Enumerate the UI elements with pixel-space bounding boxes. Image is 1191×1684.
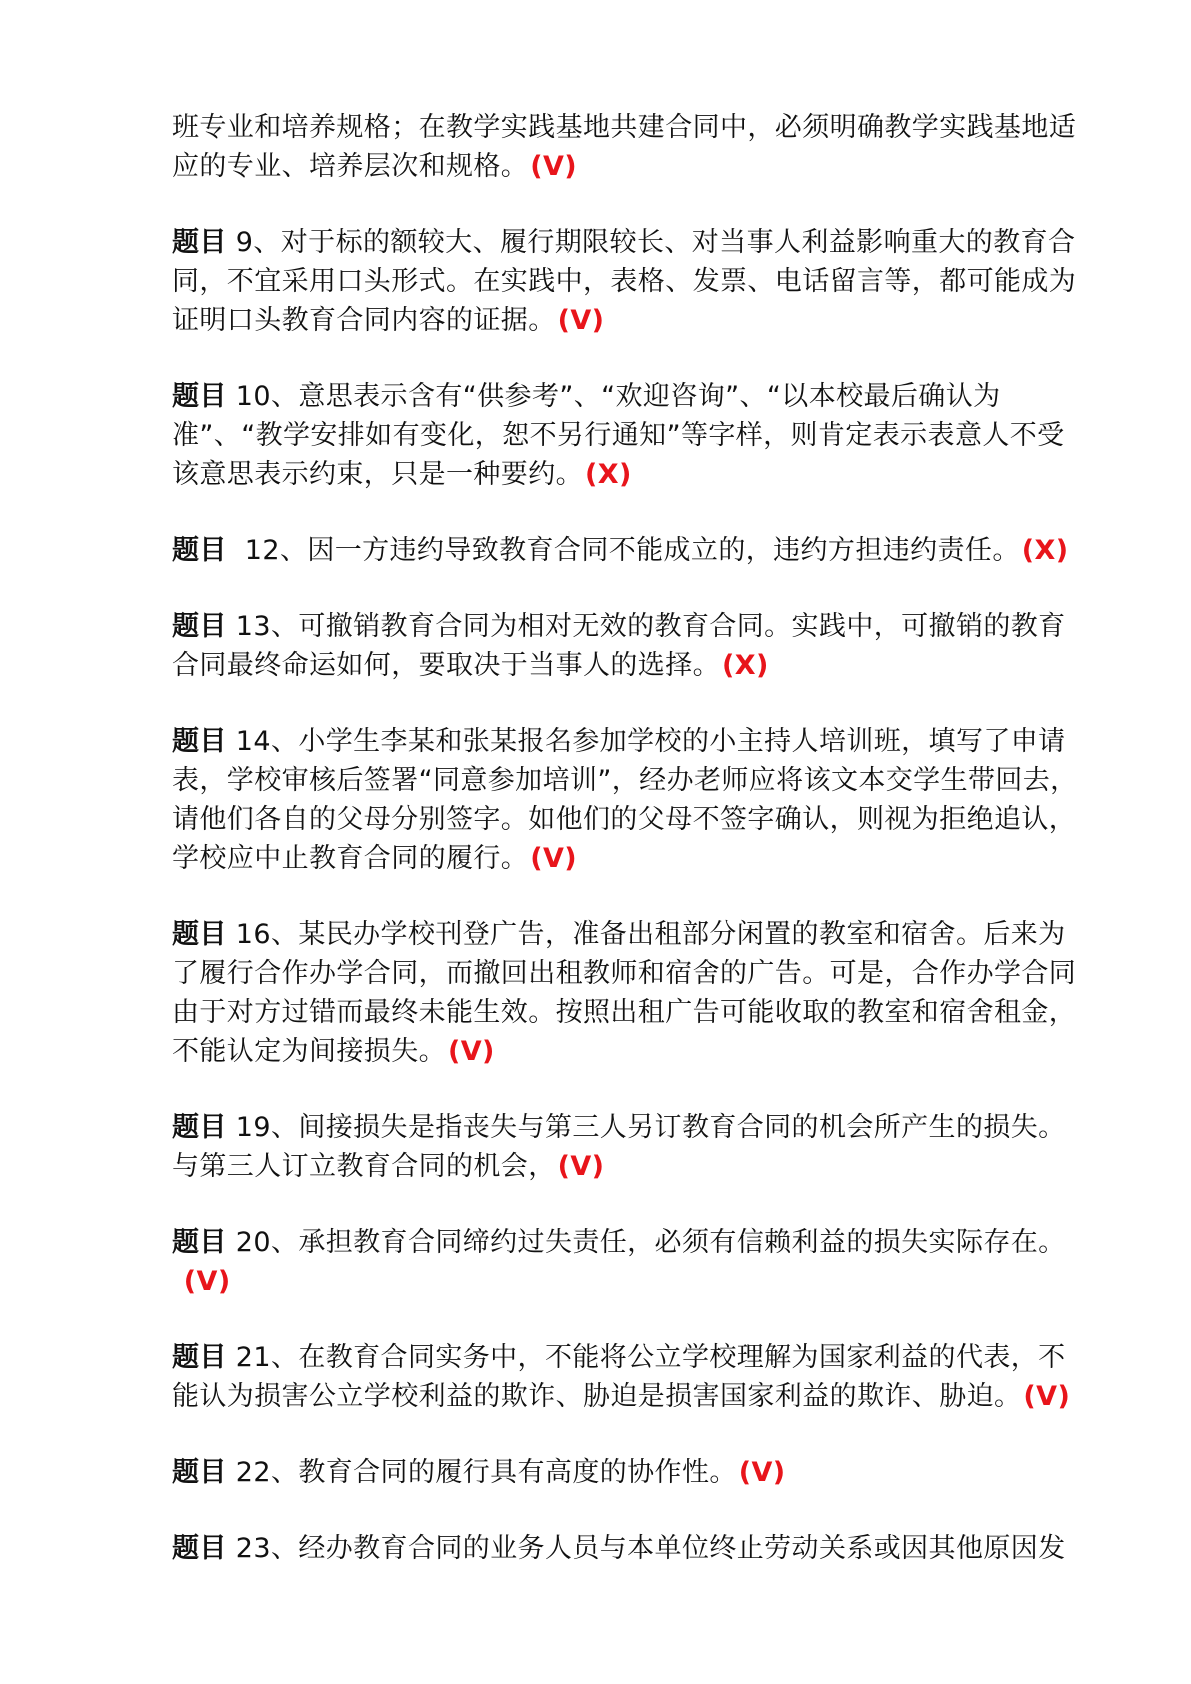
answer-mark: (V)	[530, 843, 577, 874]
question-paragraph-12	[172, 531, 1087, 570]
question-text: 、因一方违约导致教育合同不能成立的，违约方担违约责任。	[279, 535, 1020, 566]
question-label: 题目	[172, 726, 227, 757]
question-text: 、某民办学校刊登广告，准备出租部分闲置的教室和宿舍。后来为了履行合作办学合同，而撤回出租教师和宿舍的广告。可是，合作办学合同由于对方过错而最终未能生效。按照出租广告可能收取的教室和宿舍租金，不能认定为间接损失。	[172, 919, 1077, 1067]
question-text: 、承担教育合同缔约过失责任，必须有信赖利益的损失实际存在。	[270, 1227, 1066, 1258]
question-paragraph-21	[172, 1338, 1087, 1416]
answer-mark: (X)	[585, 459, 632, 490]
question-text: 班专业和培养规格；在教学实践基地共建合同中，必须明确教学实践基地适应的专业、培养层次和规格。	[172, 112, 1077, 182]
question-paragraph-13	[172, 607, 1087, 685]
answer-mark: (V)	[557, 1151, 605, 1182]
question-paragraph-22	[172, 1453, 1087, 1492]
question-number: 20	[226, 1227, 271, 1258]
question-number: 21	[226, 1342, 271, 1373]
question-number: 22	[226, 1457, 271, 1488]
answer-mark: (V)	[174, 1266, 231, 1297]
question-text: 、对于标的额较大、履行期限较长、对当事人利益影响重大的教育合同，不宜采用口头形式。在实践中，表格、发票、电话留言等，都可能成为证明口头教育合同内容的证据。	[172, 227, 1077, 336]
question-label: 题目	[172, 227, 227, 258]
question-paragraph-19	[172, 1108, 1087, 1186]
document-content	[172, 108, 1087, 1605]
question-paragraph-10	[172, 377, 1087, 494]
question-number: 14	[226, 726, 271, 757]
question-text: 、间接损失是指丧失与第三人另订教育合同的机会所产生的损失。与第三人订立教育合同的机会，	[172, 1112, 1066, 1182]
answer-mark: (X)	[1021, 535, 1069, 566]
question-label: 题目	[172, 1342, 227, 1373]
question-number: 12	[226, 535, 280, 566]
question-number: 10	[226, 381, 271, 412]
question-paragraph-20	[172, 1223, 1087, 1301]
question-label: 题目	[172, 1457, 227, 1488]
answer-mark: (X)	[722, 650, 769, 681]
question-label: 题目	[172, 535, 227, 566]
question-paragraph-16	[172, 915, 1087, 1071]
question-label: 题目	[172, 919, 227, 950]
answer-mark: (V)	[448, 1036, 495, 1067]
question-label: 题目	[172, 1227, 227, 1258]
question-label: 题目	[172, 1533, 227, 1564]
question-number: 16	[226, 919, 271, 950]
question-text: 、小学生李某和张某报名参加学校的小主持人培训班，填写了申请表，学校审核后签署“同意参加培训”，经办老师应将该文本交学生带回去，请他们各自的父母分别签字。如他们的父母不签字确认，则视为拒绝追认，学校应中止教育合同的履行。	[172, 726, 1078, 874]
question-text: 、教育合同的履行具有高度的协作性。	[270, 1457, 737, 1488]
question-text: 、在教育合同实务中，不能将公立学校理解为国家利益的代表，不能认为损害公立学校利益的欺诈、胁迫是损害国家利益的欺诈、胁迫。	[172, 1342, 1066, 1412]
question-number: 9	[226, 227, 254, 258]
question-number: 19	[226, 1112, 271, 1143]
answer-mark: (V)	[738, 1457, 786, 1488]
answer-mark: (V)	[557, 305, 605, 336]
question-text: 、可撤销教育合同为相对无效的教育合同。实践中，可撤销的教育合同最终命运如何，要取决于当事人的选择。	[172, 611, 1066, 681]
question-label: 题目	[172, 381, 227, 412]
question-number: 13	[226, 611, 271, 642]
question-text: 、意思表示含有“供参考”、“欢迎咨询”、“以本校最后确认为准”、“教学安排如有变化，恕不另行通知”等字样，则肯定表示表意人不受该意思表示约束，只是一种要约。	[172, 381, 1065, 490]
question-label: 题目	[172, 1112, 227, 1143]
question-label: 题目	[172, 611, 227, 642]
answer-mark: (V)	[1023, 1381, 1071, 1412]
question-paragraph-9	[172, 223, 1087, 340]
answer-mark: (V)	[530, 151, 577, 182]
question-text: 、经办教育合同的业务人员与本单位终止劳动关系或因其他原因发	[270, 1533, 1066, 1564]
question-number: 23	[226, 1533, 271, 1564]
question-paragraph-continuation	[172, 108, 1087, 186]
question-paragraph-23	[172, 1529, 1087, 1568]
question-paragraph-14	[172, 722, 1087, 878]
